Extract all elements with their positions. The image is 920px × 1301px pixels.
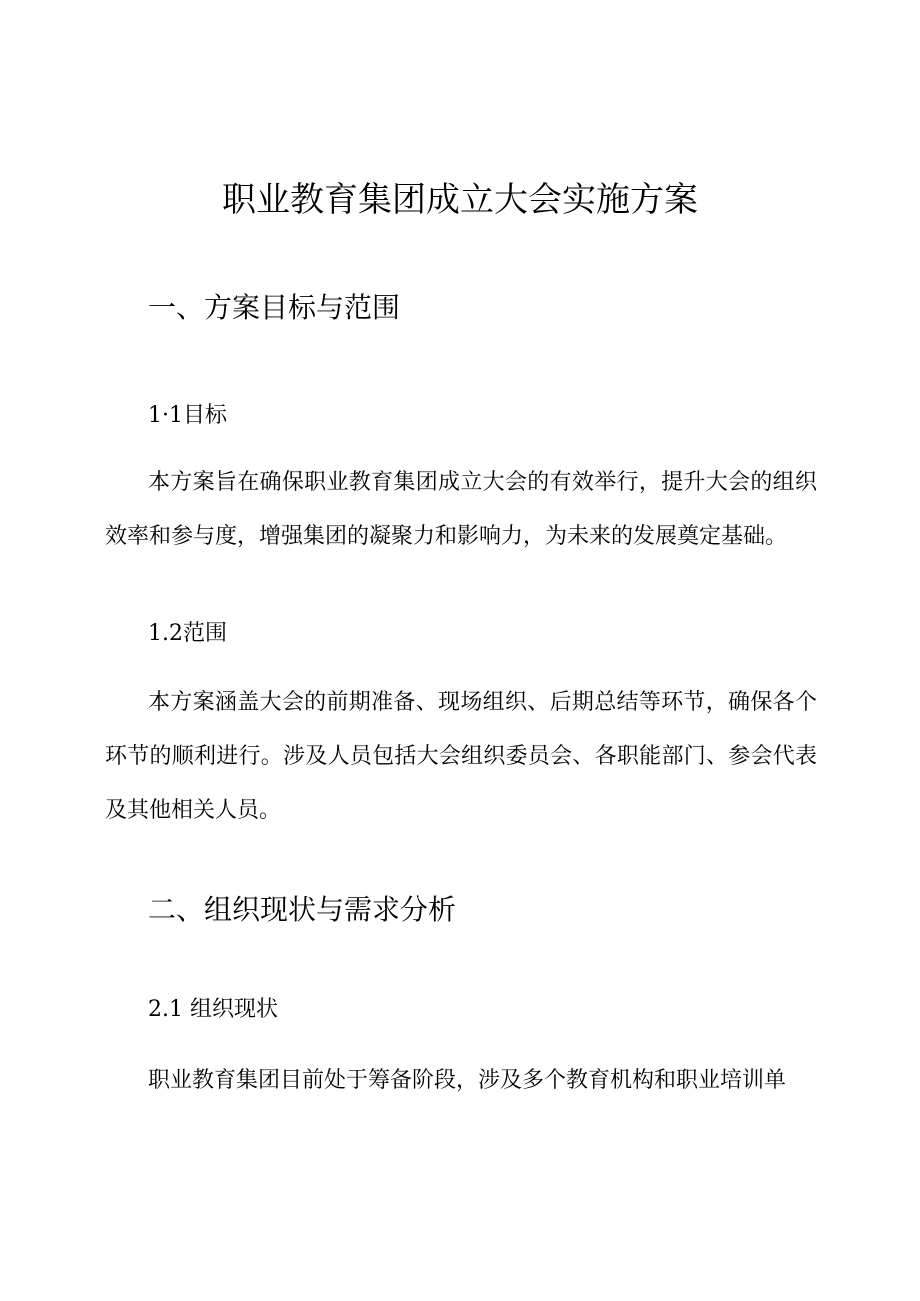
section-1-heading: 一、方案目标与范围 <box>148 291 401 324</box>
section-2-1-paragraph: 职业教育集团目前处于筹备阶段，涉及多个教育机构和职业培训单 <box>148 1068 787 1093</box>
section-1-2-heading: 1.2范围 <box>148 621 227 646</box>
section-2-heading: 二、组织现状与需求分析 <box>148 893 457 926</box>
section-1-1-paragraph: 本方案旨在确保职业教育集团成立大会的有效举行，提升大会的组织效率和参与度，增强集团的凝聚力和影响力，为未来的发展奠定基础。 <box>105 470 817 549</box>
section-1-2-paragraph: 本方案涵盖大会的前期准备、现场组织、后期总结等环节，确保各个环节的顺利进行。涉及人员包括大会组织委员会、各职能部门、参会代表及其他相关人员。 <box>105 690 817 823</box>
document-title: 职业教育集团成立大会实施方案 <box>222 180 698 220</box>
section-2-1-heading: 2.1 组织现状 <box>148 997 278 1022</box>
section-1-1-heading: 1·1目标 <box>148 403 227 428</box>
